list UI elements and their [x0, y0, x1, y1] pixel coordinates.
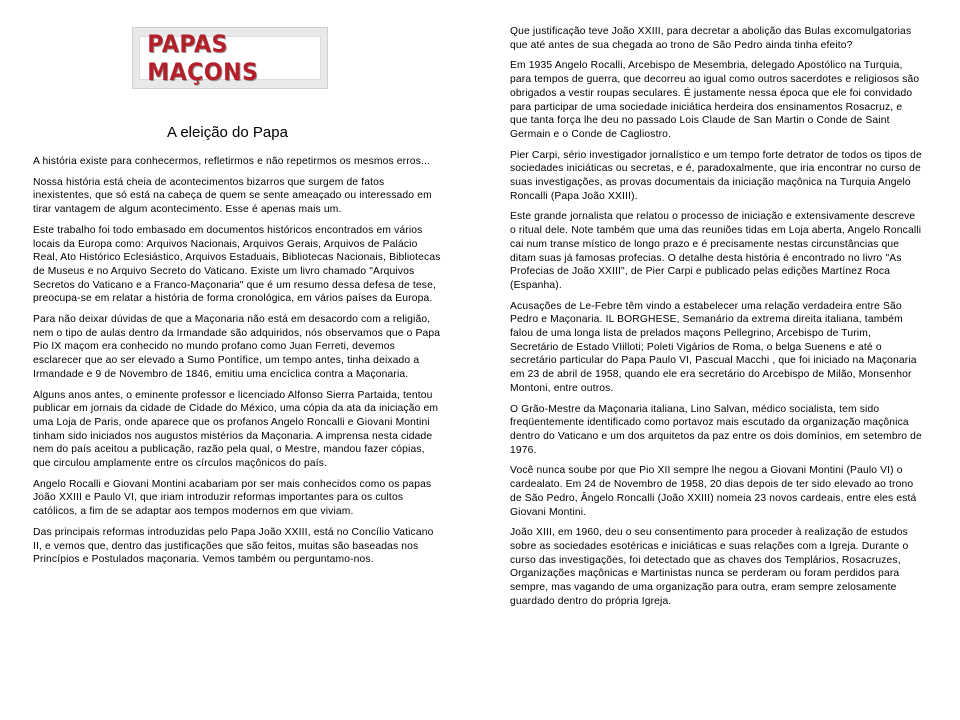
paragraph: Pier Carpi, sério investigador jornalístico e um tempo forte detrator de todos os tipos de sociedades iniciáticas ou secretas, e é, paradoxalmente, que iria encontrar no curso de suas investigações, as provas documentais da iniciação maçônica na Turquia Angelo Roncalli (Papa João XXIII).	[510, 149, 922, 202]
paragraph: Para não deixar dúvidas de que a Maçonaria não está em desacordo com a religião, nem o tipo de aulas dentro da Irmandade são adquiridos, nós observamos que o Papa Pio IX maçom era conhecido no mundo profano como Juan Ferreti, devemos esclarecer que ao ser elevado a Sumo Pontífice, um tempo antes, tinha deixado a Irmandade e 9 de Novembro de 1846, emitiu uma encíclica contra a Maçonaria.	[33, 314, 441, 380]
left-column	[33, 155, 445, 574]
paragraph: João XIII, em 1960, deu o seu consentimento para proceder à realização de estudos sobre as sociedades esotéricas e iniciáticas e suas relações com a Igreja. Durante o curso das investigações, foi detectado que as chaves dos Templários, Rosacruzes, Organizações maçônicas e Martinistas nunca se perderam ou foram perdidos para sempre, mas vagando de uma organização para outra, eram sempre zelosamente guardado dentro do própria Igreja.	[510, 527, 909, 607]
paragraph: Este trabalho foi todo embasado em documentos históricos encontrados em vários locais da Europa como: Arquivos Nacionais, Arquivos Gerais, Arquivos de Palácio Real, Ato Histórico Eclesiástico, Arquivos Estaduais, Bibliotecas Nacionais, Bibliotecas de Museus e no Arquivo Secreto do Vaticano. Existe um livro chamado "Arquivos Secretos do Vaticano e a Franco-Maçonaria" que é um resumo dessa defesa de tese, preocupa-se em relatar a história de forma cronológica, em vários países da Europa.	[33, 224, 441, 305]
paragraph: Nossa história está cheia de acontecimentos bizarros que surgem de fatos inexistentes, que só está na cabeça de quem se sente ameaçado ou interessado em tirar vantagem de algum acontecimento. Esse é apenas mais um.	[33, 176, 432, 216]
paragraph: A história existe para conhecermos, refletirmos e não repetirmos os mesmos erros...	[33, 156, 431, 167]
paragraph: Das principais reformas introduzidas pelo Papa João XXIII, está no Concílio Vaticano II, e vemos que, dentro das justificações que são feitos, muitas são baseadas nos Princípios e Postulados maçonaria. Vemos também ou perguntamo-nos.	[33, 526, 434, 566]
paragraph: O Grão-Mestre da Maçonaria italiana, Lino Salvan, médico socialista, tem sido freqüentemente identificado como portavoz mais escutado da organização maçônica dentro do Vaticano e um dos arquitetos da paz entre os dois domínios, em setembro de 1976.	[510, 403, 922, 456]
paragraph: Este grande jornalista que relatou o processo de iniciação e extensivamente descreve o ritual dele. Note também que uma das reuniões tidas em Loja aberta, Angelo Roncalli cai num transe místico de longo prazo e é precisamente nestas circunstâncias que ditam suas já famosas profecias. O detalhe desta história é encontrado no livro "As Profecias de João XXIII", de Pier Carpi e publicado pelas edições Martínez Roca (Espanha).	[510, 211, 922, 291]
paragraph: Em 1935 Angelo Rocalli, Arcebispo de Mesembria, delegado Apostólico na Turquia, para tempos de guerra, que decorreu ao igual como outros sacerdotes e religiosos são obrigados a vestir roupas seculares. É justamente nessa época que ele foi convidado para participar de uma sociedade iniciática herdeira dos ensinamentos Rosacruz, e que tanta força lhe deu no passado Lois Claude de San Martin o Conde de Saint Germain e o Conde de Cagliostro.	[510, 60, 920, 140]
right-column	[510, 25, 922, 615]
papas-macons-logo	[132, 27, 328, 89]
page-heading: A eleição do Papa	[167, 124, 288, 141]
paragraph: Que justificação teve João XXIII, para decretar a abolição das Bulas excomulgatorias que até antes de sua chegada ao trono de São Pedro ainda tinha efeito?	[510, 26, 912, 51]
logo-banner	[139, 30, 321, 86]
paragraph: Alguns anos antes, o eminente professor e licenciado Alfonso Sierra Partaida, tentou publicar em jornais da cidade de Cidade do México, uma cópia da ata da iniciação em uma Loja de Paris, onde aparece que os profanos Angelo Roncalli e Giovani Montini tinham sido iniciados nos augustos mistérios da Maçonaria. A imprensa nesta cidade nem do país aceitou a publicação, razão pela qual, o Mestre, mandou fazer cópias, que circulou amplamente entre os círculos maçônicos do país.	[33, 389, 439, 470]
paragraph: Acusações de Le-Febre têm vindo a estabelecer uma relação verdadeira entre São Pedro e Maçonaria. IL BORGHESE, Semanário da extrema direita italiana, também falou de uma longa lista de prelados maçons Pellegrino, Arcebispo de Turim, Secretário de Estado VIilloti; Poleti Vigários de Roma, o belga Suenens e até o secretário particular do Papa Paulo VI, Pascual Macchi , que foi iniciado na Maçonaria em 23 de abril de 1958, quando ele era secretário do Arcebispo de Milão, Monsenhor Montoni, entre outros.	[510, 300, 917, 394]
paragraph: Angelo Rocalli e Giovani Montini acabariam por ser mais conhecidos como os papas João XXIII e Paulo VI, que iriam introduzir reformas importantes para os cultos católicos, a fim de se adaptar aos tempos modernos em que viviam.	[33, 478, 432, 518]
logo-text: PAPAS MAÇONS	[147, 30, 259, 86]
paragraph: Você nunca soube por que Pio XII sempre lhe negou a Giovani Montini (Paulo VI) o cardealato. Em 24 de Novembro de 1958, 20 dias depois de ter sido elevado ao trono de São Pedro, Ângelo Roncalli (João XXIII) nomeia 23 novos cardeais, entre eles está Giovani Montini.	[510, 465, 917, 518]
